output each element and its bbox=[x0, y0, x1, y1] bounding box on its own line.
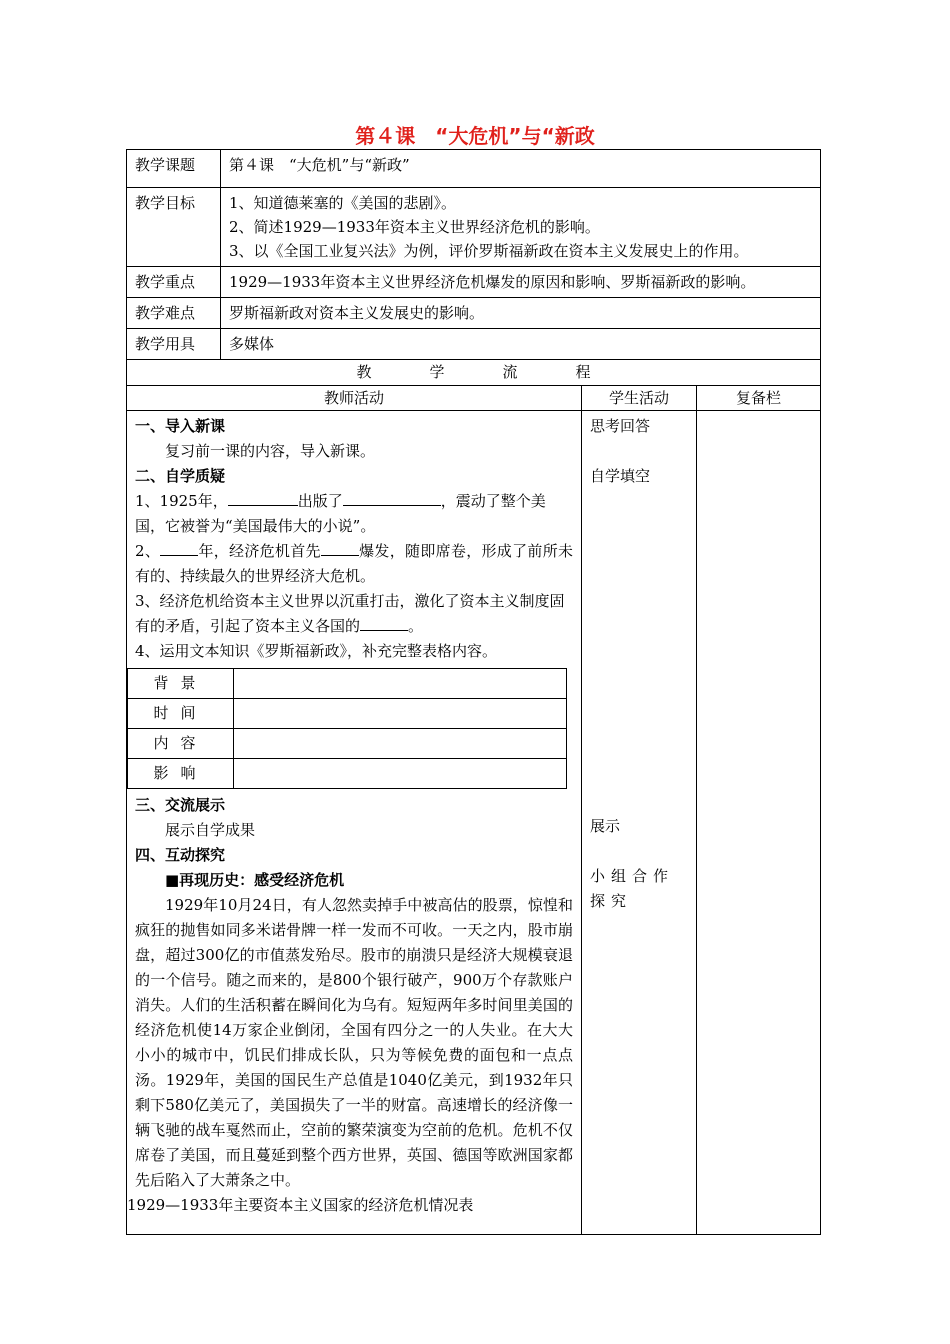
student-column-header: 学生活动 bbox=[582, 386, 697, 411]
flow-title: 教学流程 bbox=[127, 360, 821, 386]
answer-cell[interactable] bbox=[234, 759, 567, 789]
history-paragraph: 1929年10月24日，有人忽然卖掉手中被高估的股票，惊惶和疯狂的抛售如同多米诺骨牌一样一发而不可收。一天之内，股市崩盘，超过300亿的市值蒸发殆尽。股市的崩溃只是经济大规模衰退的一个信号。随之而来的，是800个银行破产，900万个存款账户消失。人们的生活积蓄在瞬间化为乌有。短短两年多时间里美国的经济危机使14万家企业倒闭，全国有四分之一的人失业。在大大小小的城市中，饥民们排成长队，只为等候免费的面包和一点点汤。1929年，美国的国民生产总值是1040亿美元，到1932年只剩下580亿美元了，美国损失了一半的财富。高速增长的经济像一辆飞驰的战车戛然而止，空前的繁荣演变为空前的危机。危机不仅席卷了美国，而且蔓延到整个西方世界，英国、德国等欧洲国家都先后陷入了大萧条之中。 bbox=[135, 896, 573, 1189]
tools-label: 教学用具 bbox=[127, 329, 221, 360]
goals-list bbox=[221, 188, 821, 267]
student-answer: 展示 bbox=[590, 817, 621, 835]
student-answer: 思考回答 bbox=[590, 417, 651, 435]
section-text: 展示自学成果 bbox=[165, 821, 256, 839]
difficulty-value: 罗斯福新政对资本主义发展史的影响。 bbox=[221, 298, 821, 329]
topic-label: 教学课题 bbox=[127, 150, 221, 188]
goals-label: 教学目标 bbox=[127, 188, 221, 267]
question-2: 2、 年，经济危机首先 爆发，随即席卷，形成了前所未有的、持续最久的世界经济大危机。 bbox=[135, 542, 573, 585]
section-heading: 二、自学质疑 bbox=[135, 467, 226, 485]
difficulty-label: 教学难点 bbox=[127, 298, 221, 329]
section-heading: 三、交流展示 bbox=[135, 796, 226, 814]
section-text: 复习前一课的内容，导入新课。 bbox=[165, 442, 376, 460]
blank-author[interactable] bbox=[228, 505, 298, 506]
subsection-heading: ■再现历史：感受经济危机 bbox=[165, 871, 345, 889]
notes-cell[interactable] bbox=[697, 411, 821, 1235]
goal-item: 2、简述1929—1933年资本主义世界经济危机的影响。 bbox=[229, 218, 600, 236]
blank-conflict[interactable] bbox=[360, 630, 408, 631]
new-deal-table bbox=[127, 668, 567, 789]
student-activity bbox=[582, 411, 697, 1235]
key-value: 1929—1933年资本主义世界经济危机爆发的原因和影响、罗斯福新政的影响。 bbox=[221, 267, 821, 298]
key-label: 教学重点 bbox=[127, 267, 221, 298]
goal-item: 3、以《全国工业复兴法》为例，评价罗斯福新政在资本主义发展史上的作用。 bbox=[229, 242, 749, 260]
blank-book[interactable] bbox=[343, 505, 441, 506]
table-caption: 1929—1933年主要资本主义国家的经济危机情况表 bbox=[127, 1196, 474, 1214]
question-3: 3、经济危机给资本主义世界以沉重打击，激化了资本主义制度固有的矛盾，引起了资本主义各国的 。 bbox=[135, 592, 565, 635]
teacher-activity bbox=[127, 411, 582, 1235]
section-heading: 四、互动探究 bbox=[135, 846, 226, 864]
tools-value: 多媒体 bbox=[221, 329, 821, 360]
student-answer: 小组合作探究 bbox=[590, 867, 675, 910]
row-label-impact: 影响 bbox=[128, 759, 234, 789]
notes-column-header: 复备栏 bbox=[697, 386, 821, 411]
lesson-plan-table bbox=[126, 149, 821, 1235]
answer-cell[interactable] bbox=[234, 669, 567, 699]
blank-year[interactable] bbox=[160, 555, 198, 556]
question-4: 4、运用文本知识《罗斯福新政》，补充完整表格内容。 bbox=[135, 642, 498, 660]
row-label-time: 时间 bbox=[128, 699, 234, 729]
student-answer: 自学填空 bbox=[590, 467, 651, 485]
answer-cell[interactable] bbox=[234, 729, 567, 759]
goal-item: 1、知道德莱塞的《美国的悲剧》。 bbox=[229, 194, 457, 212]
row-label-background: 背景 bbox=[128, 669, 234, 699]
page-title: 第４课 “大危机”与“新政 bbox=[355, 124, 595, 148]
row-label-content: 内容 bbox=[128, 729, 234, 759]
teacher-column-header: 教师活动 bbox=[127, 386, 582, 411]
topic-value: 第４课 “大危机”与“新政” bbox=[221, 150, 821, 188]
blank-country[interactable] bbox=[321, 555, 359, 556]
section-heading: 一、导入新课 bbox=[135, 417, 226, 435]
question-1: 1、1925年， 出版了 ，震动了整个美国，它被誉为“美国最伟大的小说”。 bbox=[135, 492, 546, 535]
answer-cell[interactable] bbox=[234, 699, 567, 729]
